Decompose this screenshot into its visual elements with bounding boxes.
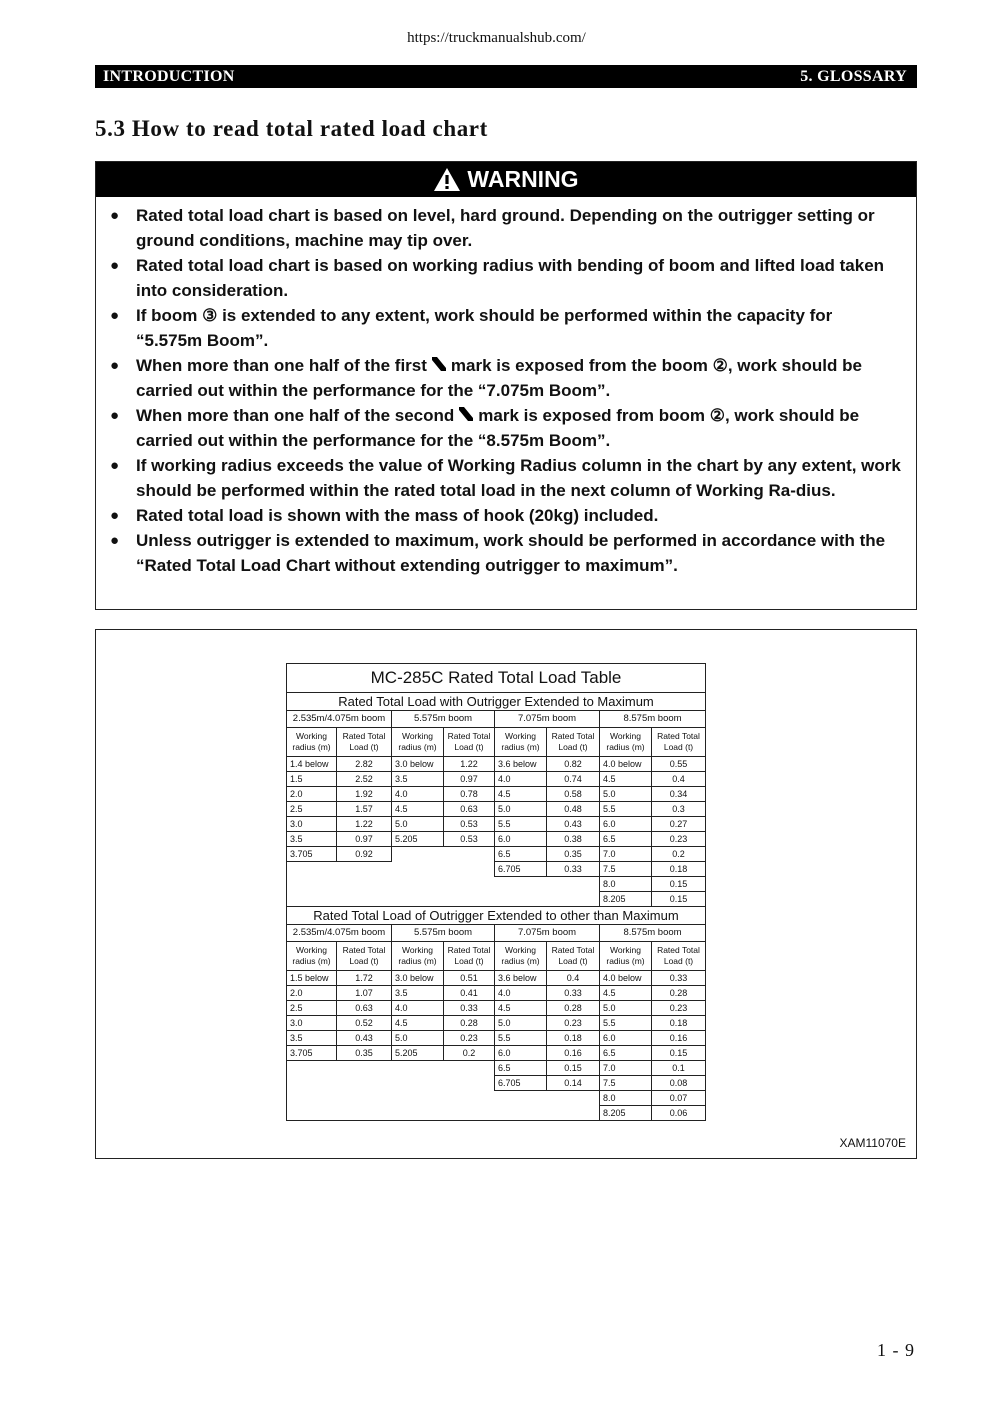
boom-header: 8.575m boom [600,711,706,728]
empty-cell [444,892,495,907]
working-radius-header: Working radius (m) [600,728,652,757]
working-radius-header: Working radius (m) [600,942,652,971]
table-row [287,772,706,787]
working-radius-cell: 4.5 [392,802,444,817]
warning-title: WARNING [467,166,579,192]
rated-load-cell: 0.34 [652,787,706,802]
empty-cell [392,1076,444,1091]
working-radius-cell: 7.0 [600,1061,652,1076]
empty-cell [392,1106,444,1121]
rated-load-cell: 0.33 [444,1001,495,1016]
warning-item [110,203,902,253]
figure-code: XAM11070E [839,1136,906,1150]
working-radius-cell: 6.5 [495,847,547,862]
warning-item [110,253,902,303]
warning-item-text: Rated total load chart is based on level, hard ground. Depending on the outrigger setting or ground conditions, machine may tip over. [136,206,875,250]
table-row [287,847,706,862]
rated-load-cell: 0.07 [652,1091,706,1106]
page-number: 1 - 9 [877,1340,915,1360]
table-row [287,1091,706,1106]
working-radius-cell: 5.205 [392,1046,444,1061]
rated-load-cell: 0.33 [547,986,600,1001]
table-row [287,1061,706,1076]
load-chart-figure [95,629,917,1159]
table-row [287,787,706,802]
rated-load-cell: 0.15 [652,1046,706,1061]
working-radius-cell: 7.0 [600,847,652,862]
working-radius-cell: 5.5 [600,1016,652,1031]
empty-cell [392,892,444,907]
working-radius-cell: 1.4 below [287,757,337,772]
working-radius-header: Working radius (m) [392,942,444,971]
section-subtitle: Rated Total Load with Outrigger Extended to Maximum [287,693,706,711]
working-radius-cell: 2.0 [287,986,337,1001]
rated-load-cell: 0.3 [652,802,706,817]
rated-load-cell: 0.92 [337,847,392,862]
rated-load-cell: 0.78 [444,787,495,802]
warning-list [96,197,916,578]
header-right-label: 5. GLOSSARY [800,67,907,85]
working-radius-cell: 4.0 [392,787,444,802]
empty-cell [287,862,337,877]
empty-cell [547,877,600,892]
rated-load-cell: 0.35 [547,847,600,862]
empty-cell [392,1061,444,1076]
warning-item-text-pre: When more than one half of the second [136,406,455,425]
working-radius-cell: 3.5 [392,986,444,1001]
warning-header [96,162,916,197]
empty-cell [444,1091,495,1106]
warning-item-text [136,353,902,403]
rated-load-cell: 0.74 [547,772,600,787]
working-radius-cell: 5.0 [392,817,444,832]
rated-load-header: Rated Total Load (t) [652,728,706,757]
empty-cell [444,847,495,862]
warning-item [110,528,902,578]
working-radius-cell: 8.205 [600,892,652,907]
rated-load-cell: 0.16 [547,1046,600,1061]
table-row [287,971,706,986]
empty-cell [495,1091,547,1106]
warning-item [110,453,902,503]
rated-load-header: Rated Total Load (t) [444,728,495,757]
working-radius-cell: 5.0 [600,1001,652,1016]
empty-cell [392,1091,444,1106]
empty-cell [392,847,444,862]
working-radius-cell: 5.0 [495,802,547,817]
table-row [287,1106,706,1121]
working-radius-cell: 3.6 below [495,971,547,986]
boom-header: 2.535m/4.075m boom [287,925,392,942]
warning-item-text [136,403,902,453]
warning-item-text: Rated total load is shown with the mass of hook (20kg) included. [136,506,659,525]
warning-item [110,403,902,453]
rated-load-header: Rated Total Load (t) [652,942,706,971]
table-row [287,986,706,1001]
working-radius-header: Working radius (m) [392,728,444,757]
empty-cell [287,892,337,907]
boom-header: 7.075m boom [495,711,600,728]
working-radius-cell: 6.0 [495,832,547,847]
rated-load-cell: 0.41 [444,986,495,1001]
working-radius-cell: 3.0 [287,1016,337,1031]
bullet-icon: ● [110,507,120,524]
working-radius-cell: 3.5 [392,772,444,787]
empty-cell [337,877,392,892]
rated-load-cell: 0.18 [547,1031,600,1046]
empty-cell [337,892,392,907]
working-radius-cell: 8.205 [600,1106,652,1121]
rated-load-cell: 0.51 [444,971,495,986]
rated-load-cell: 0.53 [444,832,495,847]
table-row [287,1001,706,1016]
rated-load-cell: 0.35 [337,1046,392,1061]
bullet-icon: ● [110,532,120,549]
empty-cell [287,877,337,892]
warning-triangle-icon [433,167,461,192]
rated-load-cell: 0.43 [547,817,600,832]
working-radius-cell: 1.5 below [287,971,337,986]
table-row [287,1031,706,1046]
empty-cell [444,1061,495,1076]
section-subtitle-row [287,907,706,925]
boom-mark-icon [458,406,474,422]
rated-load-cell: 0.08 [652,1076,706,1091]
working-radius-header: Working radius (m) [287,728,337,757]
working-radius-cell: 2.5 [287,1001,337,1016]
page-header [95,65,917,88]
working-radius-cell: 6.705 [495,1076,547,1091]
rated-load-cell: 0.1 [652,1061,706,1076]
warning-item-text: If working radius exceeds the value of Working Radius column in the chart by any extent, work should be performed within the rated total load in the next column of Working Ra-dius. [136,456,901,500]
rated-load-cell: 0.18 [652,1016,706,1031]
empty-cell [287,1061,337,1076]
table-row [287,877,706,892]
warning-item-text: If boom ③ is extended to any extent, work should be performed within the capacity for “5.575m Boom”. [136,306,833,350]
rated-load-header: Rated Total Load (t) [444,942,495,971]
empty-cell [392,862,444,877]
working-radius-cell: 5.205 [392,832,444,847]
rated-load-header: Rated Total Load (t) [547,942,600,971]
rated-load-cell: 0.33 [547,862,600,877]
empty-cell [392,877,444,892]
rated-load-cell: 0.23 [444,1031,495,1046]
working-radius-cell: 3.0 below [392,757,444,772]
boom-header-row [287,925,706,942]
table-row [287,802,706,817]
rated-load-cell: 0.48 [547,802,600,817]
rated-load-cell: 0.2 [652,847,706,862]
bullet-icon: ● [110,257,120,274]
rated-load-cell: 0.16 [652,1031,706,1046]
rated-load-cell: 2.52 [337,772,392,787]
table-row [287,892,706,907]
working-radius-cell: 8.0 [600,1091,652,1106]
working-radius-cell: 4.0 below [600,971,652,986]
rated-load-table [286,663,706,1121]
empty-cell [495,1106,547,1121]
rated-load-cell: 0.97 [444,772,495,787]
table-row [287,1016,706,1031]
rated-load-cell: 0.15 [547,1061,600,1076]
working-radius-cell: 4.0 below [600,757,652,772]
warning-item-text: Unless outrigger is extended to maximum, work should be performed in accordance with the “Rated Total Load Chart without extending outrigger to maximum”. [136,531,886,575]
working-radius-cell: 1.5 [287,772,337,787]
rated-load-cell: 1.22 [337,817,392,832]
empty-cell [547,892,600,907]
empty-cell [444,862,495,877]
rated-load-cell: 2.82 [337,757,392,772]
working-radius-cell: 3.0 [287,817,337,832]
working-radius-cell: 6.0 [600,1031,652,1046]
working-radius-cell: 3.5 [287,1031,337,1046]
bullet-icon: ● [110,357,120,374]
table-row [287,1076,706,1091]
source-url[interactable]: https://truckmanualshub.com/ [407,30,586,46]
working-radius-cell: 3.705 [287,847,337,862]
working-radius-cell: 5.5 [495,1031,547,1046]
rated-load-cell: 0.97 [337,832,392,847]
rated-load-cell: 0.15 [652,877,706,892]
bullet-icon: ● [110,207,120,224]
rated-load-cell: 0.2 [444,1046,495,1061]
working-radius-cell: 4.0 [495,986,547,1001]
rated-load-cell: 0.53 [444,817,495,832]
working-radius-cell: 2.0 [287,787,337,802]
working-radius-cell: 2.5 [287,802,337,817]
working-radius-cell: 6.5 [600,1046,652,1061]
rated-load-cell: 0.28 [444,1016,495,1031]
empty-cell [444,1076,495,1091]
warning-box [95,161,917,610]
working-radius-header: Working radius (m) [287,942,337,971]
empty-cell [337,862,392,877]
table-title-row [287,664,706,693]
rated-load-cell: 0.14 [547,1076,600,1091]
rated-load-cell: 0.27 [652,817,706,832]
empty-cell [495,877,547,892]
warning-item-text-post: mark is exposed from the boom ②, work should be carried out within the performance for the “7.075m Boom”. [136,356,862,400]
working-radius-cell: 6.0 [495,1046,547,1061]
warning-item-text-pre: When more than one half of the first [136,356,427,375]
working-radius-header: Working radius (m) [495,942,547,971]
rated-load-cell: 0.38 [547,832,600,847]
working-radius-cell: 4.0 [495,772,547,787]
working-radius-cell: 4.5 [495,1001,547,1016]
empty-cell [495,892,547,907]
empty-cell [444,1106,495,1121]
working-radius-cell: 6.5 [495,1061,547,1076]
table-title: MC-285C Rated Total Load Table [287,664,706,693]
rated-load-cell: 0.23 [652,832,706,847]
empty-cell [287,1076,337,1091]
rated-load-cell: 0.23 [547,1016,600,1031]
working-radius-cell: 6.705 [495,862,547,877]
working-radius-header: Working radius (m) [495,728,547,757]
table-row [287,832,706,847]
rated-load-cell: 0.4 [652,772,706,787]
boom-header: 5.575m boom [392,925,495,942]
rated-load-cell: 0.28 [547,1001,600,1016]
rated-load-cell: 0.63 [337,1001,392,1016]
rated-load-cell: 0.55 [652,757,706,772]
rated-load-cell: 1.57 [337,802,392,817]
bullet-icon: ● [110,307,120,324]
boom-header: 7.075m boom [495,925,600,942]
table-row [287,1046,706,1061]
rated-load-header: Rated Total Load (t) [337,942,392,971]
empty-cell [337,1091,392,1106]
rated-load-cell: 0.58 [547,787,600,802]
working-radius-cell: 5.0 [600,787,652,802]
rated-load-cell: 0.82 [547,757,600,772]
working-radius-cell: 8.0 [600,877,652,892]
rated-load-header: Rated Total Load (t) [547,728,600,757]
working-radius-cell: 4.5 [600,772,652,787]
table-row [287,817,706,832]
working-radius-cell: 3.705 [287,1046,337,1061]
empty-cell [337,1076,392,1091]
rated-load-cell: 0.15 [652,892,706,907]
column-header-row [287,728,706,757]
rated-load-cell: 0.43 [337,1031,392,1046]
warning-item [110,303,902,353]
boom-header: 5.575m boom [392,711,495,728]
section-subtitle: Rated Total Load of Outrigger Extended to other than Maximum [287,907,706,925]
empty-cell [337,1106,392,1121]
header-left-label: INTRODUCTION [103,67,235,85]
warning-item-text-post: mark is exposed from boom ②, work should be carried out within the performance for the “8.575m Boom”. [136,406,860,450]
warning-item [110,503,902,528]
rated-load-cell: 0.52 [337,1016,392,1031]
rated-load-cell: 0.4 [547,971,600,986]
working-radius-cell: 7.5 [600,1076,652,1091]
table-row [287,757,706,772]
rated-load-cell: 0.63 [444,802,495,817]
rated-load-cell: 1.07 [337,986,392,1001]
section-title: 5.3 How to read total rated load chart [95,116,488,141]
working-radius-cell: 4.5 [600,986,652,1001]
boom-mark-icon [431,356,447,372]
rated-load-cell: 1.22 [444,757,495,772]
working-radius-cell: 6.0 [600,817,652,832]
table-row [287,862,706,877]
rated-load-header: Rated Total Load (t) [337,728,392,757]
working-radius-cell: 6.5 [600,832,652,847]
working-radius-cell: 3.5 [287,832,337,847]
rated-load-cell: 1.92 [337,787,392,802]
working-radius-cell: 3.0 below [392,971,444,986]
rated-load-cell: 0.23 [652,1001,706,1016]
empty-cell [287,1106,337,1121]
rated-load-cell: 0.28 [652,986,706,1001]
column-header-row [287,942,706,971]
bullet-icon: ● [110,407,120,424]
section-subtitle-row [287,693,706,711]
rated-load-cell: 0.06 [652,1106,706,1121]
empty-cell [287,1091,337,1106]
working-radius-cell: 5.0 [495,1016,547,1031]
rated-load-cell: 0.18 [652,862,706,877]
working-radius-cell: 4.0 [392,1001,444,1016]
warning-item [110,353,902,403]
bullet-icon: ● [110,457,120,474]
working-radius-cell: 4.5 [495,787,547,802]
working-radius-cell: 4.5 [392,1016,444,1031]
boom-header-row [287,711,706,728]
working-radius-cell: 5.5 [495,817,547,832]
working-radius-cell: 5.0 [392,1031,444,1046]
empty-cell [547,1091,600,1106]
empty-cell [547,1106,600,1121]
boom-header: 2.535m/4.075m boom [287,711,392,728]
boom-header: 8.575m boom [600,925,706,942]
empty-cell [337,1061,392,1076]
working-radius-cell: 5.5 [600,802,652,817]
warning-item-text: Rated total load chart is based on working radius with bending of boom and lifted load taken into consideration. [136,256,885,300]
empty-cell [444,877,495,892]
rated-load-cell: 1.72 [337,971,392,986]
working-radius-cell: 3.6 below [495,757,547,772]
working-radius-cell: 7.5 [600,862,652,877]
rated-load-cell: 0.33 [652,971,706,986]
